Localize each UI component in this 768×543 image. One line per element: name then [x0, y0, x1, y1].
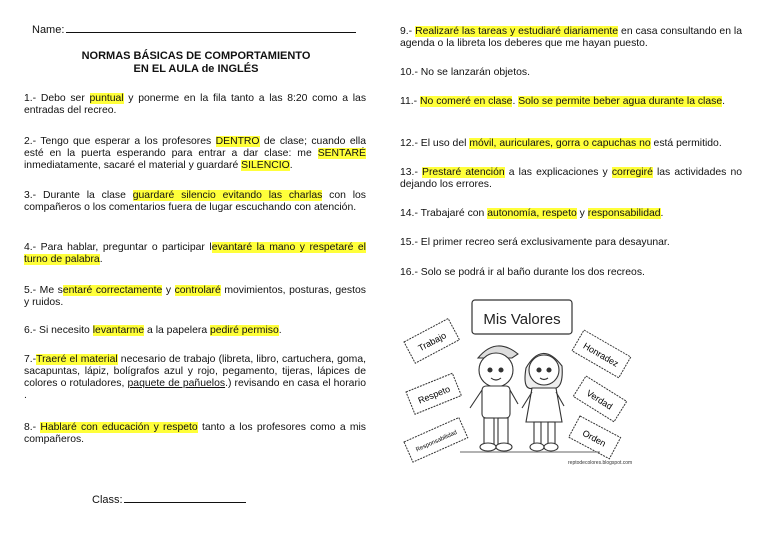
- rule-4: [24, 242, 366, 266]
- rule-16: [400, 267, 742, 279]
- value-orden: Orden: [580, 427, 608, 449]
- rule-6-text: 6.- Si necesito: [24, 325, 93, 336]
- rule-8-highlight: Hablaré con educación y respeto: [40, 422, 198, 433]
- plaque-honradez: [572, 330, 631, 378]
- rule-9-text-2: en casa consultando en la agenda o la libreta los deberes que me hayan puesto.: [400, 26, 743, 49]
- rule-2-highlight-2: SENTARÉ: [317, 148, 366, 159]
- rule-14-text-2: y: [576, 208, 588, 219]
- rule-4-text-2: .: [99, 254, 103, 265]
- plaque-verdad: [573, 376, 626, 422]
- rule-13-text-3: las actividades no dejando los errores.: [400, 167, 742, 190]
- rule-11-text: 11.-: [400, 96, 421, 107]
- class-label: Class:: [92, 494, 123, 506]
- rule-2-text-3: inmediatamente, sacaré el material y guardaré: [24, 160, 242, 171]
- rule-7-underlined: paquete de pañuelos: [127, 378, 226, 389]
- rule-1: [24, 93, 366, 117]
- value-honradez: Honradez: [581, 340, 621, 369]
- rule-5-text-2: y: [162, 285, 175, 296]
- rule-11-text-2: .: [512, 96, 519, 107]
- title-line-2: EN EL AULA de INGLÉS: [133, 63, 259, 75]
- name-blank-line[interactable]: [66, 32, 356, 33]
- rule-8: [24, 422, 366, 446]
- rule-15-text: 15.- El primer recreo será exclusivamente para desayunar.: [400, 237, 670, 248]
- class-field[interactable]: [92, 494, 246, 506]
- rule-2-text: 2.- Tengo que esperar a los profesores: [24, 136, 216, 147]
- value-respeto: Respeto: [416, 383, 452, 406]
- rule-14-text-3: .: [660, 208, 664, 219]
- rule-12-text-2: está permitido.: [650, 138, 722, 149]
- rule-4-text: 4.- Para hablar, preguntar o participar l: [24, 242, 212, 253]
- rule-2-highlight-3: SILENCIO: [241, 160, 290, 171]
- page-title: [24, 50, 368, 76]
- rule-6-text-3: .: [278, 325, 282, 336]
- rule-12-highlight: móvil, auriculares, gorra o capuchas no: [469, 138, 651, 149]
- rule-2-text-4: .: [289, 160, 293, 171]
- rule-7-text-3: .) revisando en casa el horario .: [24, 378, 366, 401]
- rule-11-highlight-2: Solo se permite beber agua durante la clase: [518, 96, 723, 107]
- rule-6-highlight-2: pediré permiso: [210, 325, 279, 336]
- rule-14-text: 14.- Trabajaré con: [400, 208, 488, 219]
- rule-5-highlight-2: controlaré: [174, 285, 221, 296]
- rule-3-text-2: con los compañeros o los comentarios fuera de lugar escuchando con atención.: [24, 190, 367, 213]
- rule-8-text-2: tanto a los profesores como a mis compañeros.: [24, 422, 366, 445]
- rule-13-highlight: Prestaré atención: [422, 167, 505, 178]
- title-line-1: NORMAS BÁSICAS DE COMPORTAMIENTO: [81, 50, 311, 62]
- rule-3-text: 3.- Durante la clase: [24, 190, 133, 201]
- credit-text: reptodecolores.blogspot.com: [568, 460, 633, 466]
- rule-9-text: 9.-: [400, 26, 416, 37]
- rule-5-highlight: entaré correctamente: [62, 285, 163, 296]
- rule-14-highlight-2: responsabilidad: [587, 208, 661, 219]
- rule-2-text-2: de clase; cuando ella esté en la puerta esperando para entrar a dar clase: me: [24, 136, 366, 159]
- rule-11: [400, 96, 742, 108]
- rule-9-highlight: Realizaré las tareas y estudiaré diariamente: [415, 26, 619, 37]
- plaque-responsabilidad: [404, 418, 468, 463]
- rule-4-highlight: evantaré la mano y respetaré el turno de palabra: [24, 242, 366, 265]
- rule-6-text-2: a la papelera: [144, 325, 210, 336]
- rule-15: [400, 237, 742, 249]
- rule-16-text: 16.- Solo se podrá ir al baño durante los dos recreos.: [400, 267, 645, 278]
- rule-11-text-3: .: [722, 96, 726, 107]
- rule-14-highlight: autonomía, respeto: [487, 208, 577, 219]
- rule-3: [24, 190, 366, 214]
- rule-1-text-2: y ponerme en la fila tanto a las 8:20 como a las entradas del recreo.: [24, 93, 367, 116]
- girl-figure: [522, 353, 564, 451]
- rule-11-highlight: No comeré en clase: [420, 96, 513, 107]
- rule-7-text: 7.-: [24, 354, 37, 365]
- rule-9: [400, 26, 742, 50]
- rule-10: [400, 67, 742, 79]
- values-illustration-svg: [400, 296, 650, 470]
- rule-5-text: 5.- Me s: [24, 285, 63, 296]
- rule-12-text: 12.- El uso del: [400, 138, 470, 149]
- rule-7: [24, 354, 366, 402]
- name-label: Name:: [32, 24, 65, 36]
- rule-7-text-2: necesario de trabajo (libreta, libro, cartuchera, goma, sacapuntas, lápiz, bolígrafos azul y rojo, pegamento, tijeras, lápices de colores o rotuladores,: [24, 354, 366, 389]
- values-illustration: [400, 296, 650, 470]
- rule-14: [400, 208, 742, 220]
- rule-1-text: 1.- Debo ser: [24, 93, 90, 104]
- rule-5-text-3: movimientos, posturas, gestos y ruidos.: [24, 285, 366, 308]
- rule-6: [24, 325, 366, 337]
- rule-2-highlight: DENTRO: [215, 136, 260, 147]
- value-trabajo: Trabajo: [416, 330, 448, 354]
- rule-7-highlight: Traeré el material: [36, 354, 118, 365]
- value-verdad: Verdad: [584, 387, 615, 412]
- rule-13-text-2: a las explicaciones y: [504, 167, 612, 178]
- rule-2: [24, 136, 366, 172]
- rule-13-highlight-2: corregiré: [611, 167, 653, 178]
- rule-8-text: 8.-: [24, 422, 41, 433]
- name-field[interactable]: [32, 24, 356, 36]
- rule-3-highlight: guardaré silencio evitando las charlas: [132, 190, 323, 201]
- rule-1-highlight: puntual: [89, 93, 124, 104]
- class-blank-line[interactable]: [124, 502, 246, 503]
- rule-6-highlight: levantarme: [92, 325, 145, 336]
- rule-5: [24, 285, 366, 309]
- plaque-trabajo: [404, 319, 459, 364]
- rule-10-text: 10.- No se lanzarán objetos.: [400, 67, 530, 78]
- rule-13: [400, 167, 742, 191]
- boy-figure: [470, 346, 518, 451]
- graphic-title: Mis Valores: [483, 311, 561, 328]
- rule-13-text: 13.-: [400, 167, 423, 178]
- rule-12: [400, 138, 742, 150]
- plaque-respeto: [406, 373, 461, 414]
- value-responsabilidad: Responsabilidad: [415, 429, 459, 454]
